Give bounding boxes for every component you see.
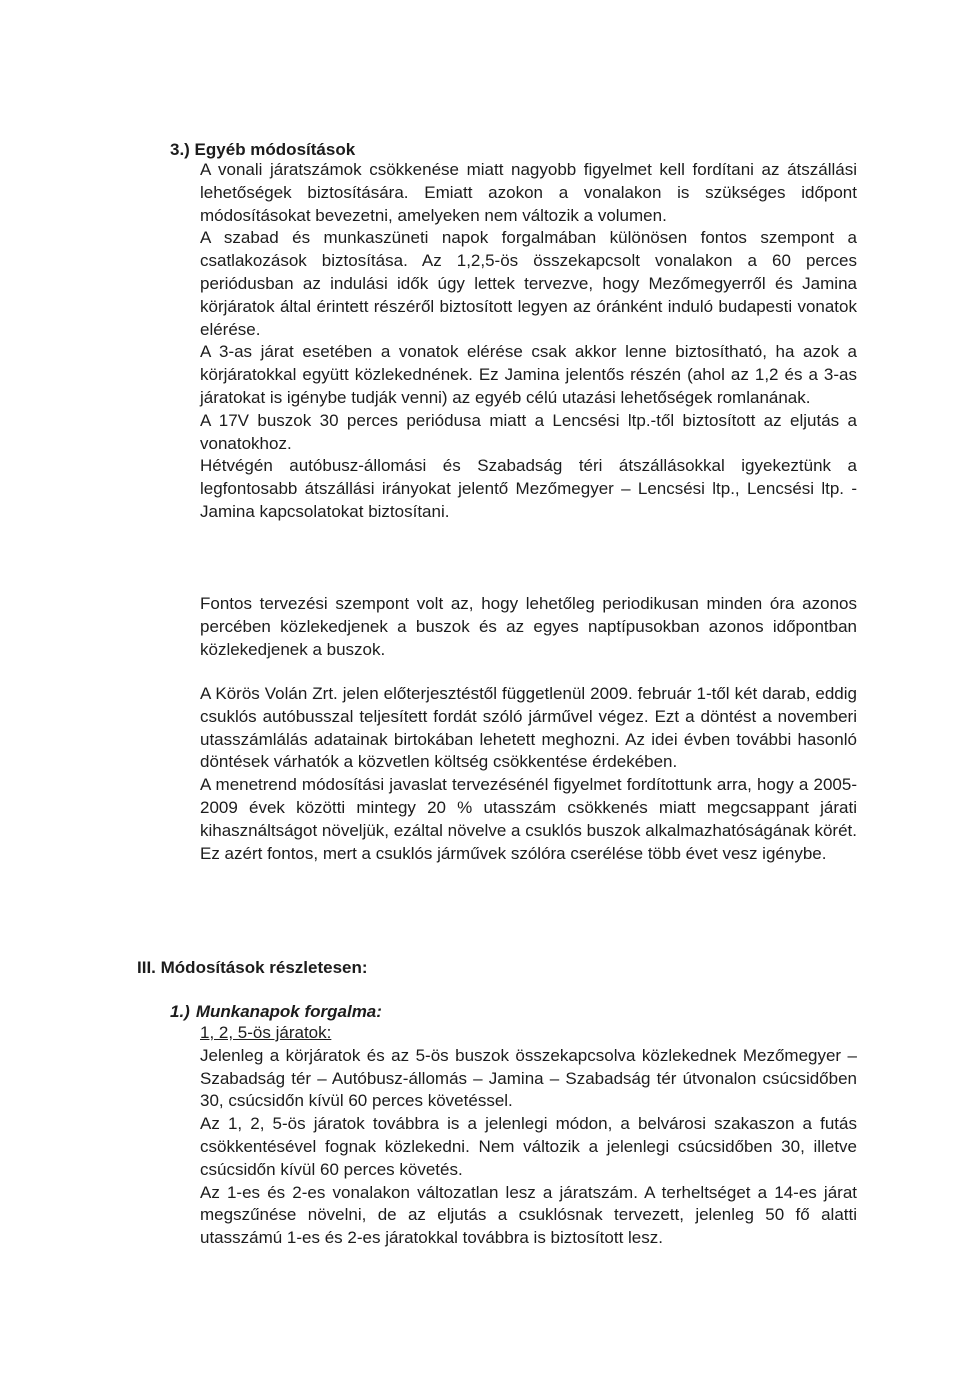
subsection1-body xyxy=(200,1022,857,1250)
paragraph-weekend-connections: A szabad és munkaszüneti napok forgalmában különösen fontos szempont a csatlakozások biztosítása. Az 1,2,5-ös összekapcsolt vonalakon a 60 perces periódusban az indulási idők úgy lettek tervezve, hogy Mezőmegyerről és Jamina körjáratok által érintett részéről biztosított legyen az óránként induló budapesti vonatok elérése. xyxy=(200,228,857,339)
section-iii-heading xyxy=(137,956,368,979)
paragraph-planning-principle: Fontos tervezési szempont volt az, hogy lehetőleg periodikusan minden óra azonos percében közlekedjenek a buszok és az egyes naptípusokban azonos időpontban közlekedjenek a buszok. xyxy=(200,594,857,659)
paragraph-timetable-proposal: A menetrend módosítási javaslat tervezésénél figyelmet fordítottunk arra, hogy a 2005-2009 évek közötti mintegy 20 % utasszám csökkenés miatt megcsappant járati kihasználtságot növeljük, ezáltal növelve a csuklós buszok alkalmazhatóságának körét. Ez azért fontos, mert a csuklós járművek szólóra cserélése több évet vesz igénybe. xyxy=(200,775,857,863)
subsection-workdays-heading xyxy=(170,1000,382,1023)
planning-block xyxy=(200,593,857,661)
section-iii-title: Módosítások részletesen: xyxy=(160,958,368,977)
paragraph-transfer-attention: A vonali járatszámok csökkenése miatt nagyobb figyelmet kell fordítani az átszállási lehetőségek biztosítására. Emiatt azokon a vonalakon is szükséges időpont módosításokat bevezetni, amelyeken nem változik a volumen. xyxy=(200,160,857,225)
paragraph-koros-volan: A Körös Volán Zrt. jelen előterjesztéstől függetlenül 2009. február 1-től két darab, eddig csuklós autóbusszal teljesített fordát szóló járművel végez. Ezt a döntést a novemberi utasszámlálás adatainak birtokában lehetett meghozni. Az idei évben további hasonló döntések várhatók a közvetlen költség csökkentése érdekében. xyxy=(200,684,857,772)
route-heading-1-2-5: 1, 2, 5-ös járatok: xyxy=(200,1023,332,1042)
paragraph-weekend-transfers: Hétvégén autóbusz-állomási és Szabadság téri átszállásokkal igyekeztünk a legfontosabb átszállási irányokat jelentő Mezőmegyer – Lencsési ltp., Lencsési ltp. - Jamina kapcsolatokat biztosítani. xyxy=(200,456,857,521)
subsection-title: Munkanapok forgalma: xyxy=(195,1002,382,1021)
section3-body xyxy=(200,159,857,524)
subsection-number: 1.) xyxy=(170,1002,190,1021)
paragraph-routes-continue: Az 1, 2, 5-ös járatok továbbra is a jelenlegi módon, a belvárosi szakaszon a futás csökkentésével fognak közlekedni. Nem változik a jelenlegi csúcsidőben 30, illetve csúcsidőn kívül 60 perces követés. xyxy=(200,1114,857,1179)
section-iii-number: III. xyxy=(137,958,156,977)
volan-block xyxy=(200,683,857,865)
paragraph-17v-bus: A 17V buszok 30 perces periódusa miatt a Lencsési ltp.-től biztosított az eljutás a vonatokhoz. xyxy=(200,410,857,453)
section-heading-other-modifications: 3.) Egyéb módosítások xyxy=(170,140,356,159)
paragraph-current-loop-routes: Jelenleg a körjáratok és az 5-ös buszok összekapcsolva közlekednek Mezőmegyer – Szabadság tér – Autóbusz-állomás – Jamina – Szabadság tér útvonalon csúcsidőben 30, csúcsidőn kívül 60 perces követéssel. xyxy=(200,1045,857,1111)
paragraph-routes-1-2-unchanged: Az 1-es és 2-es vonalakon változatlan lesz a járatszám. A terheltséget a 14-es járat megszűnése növelni, de az eljutás a csuklósnak tervezett, jelenleg 50 fő alatti utasszámú 1-es és 2-es járatokkal továbbra is biztosított lesz. xyxy=(200,1182,857,1248)
paragraph-route-3: A 3-as járat esetében a vonatok elérése csak akkor lenne biztosítható, ha azok a körjáratokkal együtt közlekednének. Ez Jamina jelentős részén (ahol az 1,2 és a 3-as járatokat is igénybe tudják venni) az egyéb célú utazási lehetőségek romlanának. xyxy=(200,342,857,407)
